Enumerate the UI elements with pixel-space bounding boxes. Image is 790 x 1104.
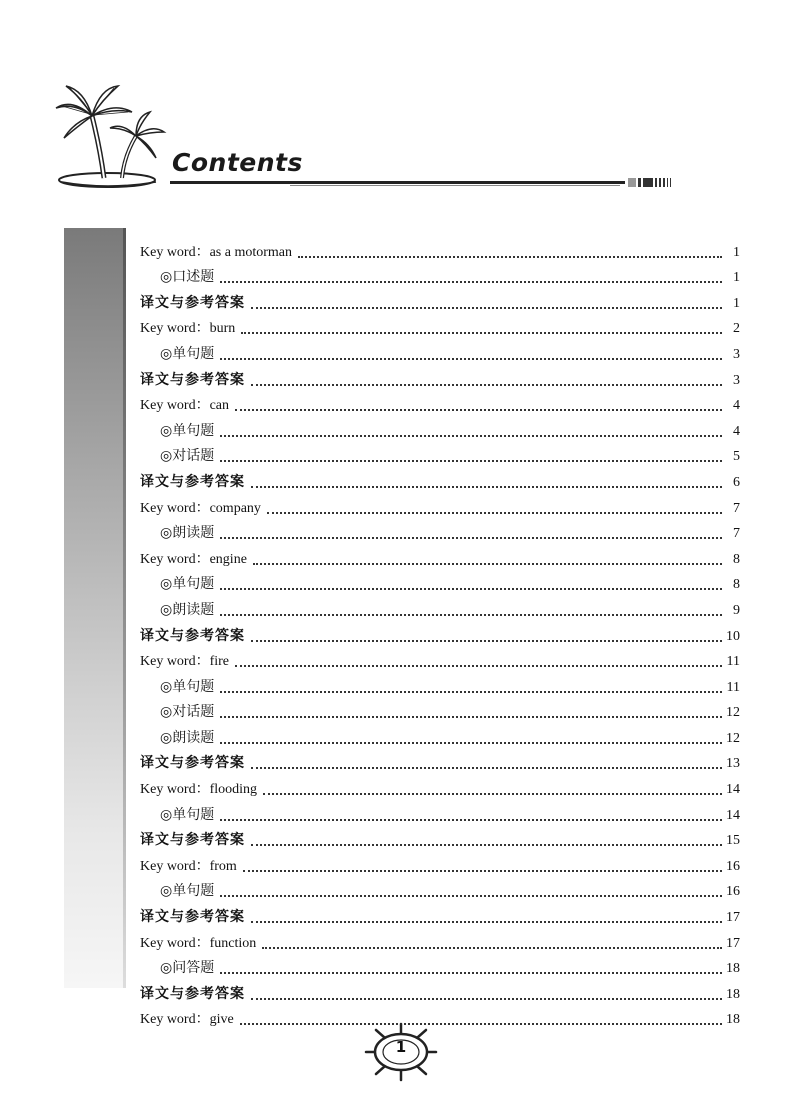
- dot-leader: [251, 844, 722, 846]
- toc-entry: [140, 542, 740, 568]
- toc-entry: [140, 977, 740, 1003]
- dot-leader: [220, 819, 722, 821]
- toc-entry-label: Key word：engine: [140, 551, 247, 567]
- dot-leader: [220, 435, 722, 437]
- toc-entry: [140, 875, 740, 901]
- toc-entry-label: 译文与参考答案: [140, 986, 245, 1002]
- toc-entry: [140, 772, 740, 798]
- toc-entry: [140, 235, 740, 261]
- toc-entry-page: 12: [726, 730, 740, 746]
- toc-entry-label: Key word：function: [140, 935, 257, 951]
- toc-entry-page: 9: [733, 602, 740, 618]
- toc-entry-page: 12: [726, 705, 740, 721]
- dot-leader: [220, 895, 722, 897]
- dot-leader: [251, 998, 722, 1000]
- toc-entry-page: 4: [733, 423, 740, 439]
- toc-entry: [140, 363, 740, 389]
- dot-leader: [253, 563, 722, 565]
- toc-entry-label: Key word：flooding: [140, 782, 258, 798]
- dot-leader: [251, 307, 722, 309]
- dot-leader: [241, 332, 722, 334]
- toc-entry-label: Key word：give: [140, 1012, 234, 1028]
- dot-leader: [220, 691, 722, 693]
- title-rule-thin: [290, 185, 620, 186]
- dot-leader: [220, 972, 722, 974]
- dot-leader: [220, 588, 722, 590]
- toc-entry-page: 3: [733, 372, 740, 388]
- toc-entry-label: ◎单句题: [160, 423, 215, 439]
- title-rule: [170, 181, 625, 184]
- sidebar-gradient-bar: [64, 228, 126, 988]
- toc-entry-label: ◎单句题: [160, 577, 215, 593]
- toc-entry: [140, 696, 740, 722]
- toc-entry-page: 1: [733, 270, 740, 286]
- toc-entry: [140, 747, 740, 773]
- toc-entry: [140, 619, 740, 645]
- toc-entry: [140, 900, 740, 926]
- toc-entry-label: 译文与参考答案: [140, 833, 245, 849]
- page-title: Contents: [172, 148, 303, 177]
- dot-leader: [298, 256, 722, 258]
- toc-entry-page: 13: [726, 756, 740, 772]
- toc-entry-page: 17: [726, 935, 740, 951]
- toc-entry-label: Key word：as a motorman: [140, 244, 293, 260]
- toc-entry: [140, 517, 740, 543]
- toc-entry: [140, 286, 740, 312]
- toc-entry: [140, 798, 740, 824]
- toc-entry-label: 译文与参考答案: [140, 756, 245, 772]
- dot-leader: [267, 512, 722, 514]
- toc-entry-label: ◎问答题: [160, 961, 215, 977]
- toc-entry-page: 18: [726, 986, 740, 1002]
- toc-entry-label: Key word：fire: [140, 654, 230, 670]
- toc-entry-label: ◎对话题: [160, 449, 215, 465]
- toc-entry-page: 8: [733, 577, 740, 593]
- toc-entry-label: ◎单句题: [160, 884, 215, 900]
- toc-entry: [140, 440, 740, 466]
- dot-leader: [251, 486, 722, 488]
- dot-leader: [220, 614, 722, 616]
- dot-leader: [220, 537, 722, 539]
- toc-entry-label: Key word：can: [140, 398, 230, 414]
- toc-entry-label: ◎单句题: [160, 346, 215, 362]
- toc-entry: [140, 926, 740, 952]
- toc-entry: [140, 721, 740, 747]
- toc-entry: [140, 491, 740, 517]
- toc-entry-label: ◎单句题: [160, 679, 215, 695]
- toc-entry-label: ◎单句题: [160, 807, 215, 823]
- toc-entry-page: 5: [733, 449, 740, 465]
- dot-leader: [263, 793, 722, 795]
- toc-entry-label: ◎朗读题: [160, 602, 215, 618]
- toc-entry-page: 7: [733, 526, 740, 542]
- toc-entry-page: 10: [726, 628, 740, 644]
- toc-entry-page: 15: [726, 833, 740, 849]
- toc-entry-page: 18: [726, 1012, 740, 1028]
- toc-entry-label: 译文与参考答案: [140, 474, 245, 490]
- toc-entry-label: ◎朗读题: [160, 730, 215, 746]
- toc-entry: [140, 645, 740, 671]
- toc-entry-page: 2: [733, 321, 740, 337]
- toc-entry: [140, 952, 740, 978]
- toc-entry: [140, 337, 740, 363]
- toc-entry-label: ◎对话题: [160, 705, 215, 721]
- toc-entry-label: Key word：burn: [140, 321, 236, 337]
- toc-entry-label: 译文与参考答案: [140, 628, 245, 644]
- toc-entry: [140, 1003, 740, 1029]
- toc-entry-label: 译文与参考答案: [140, 372, 245, 388]
- dot-leader: [251, 767, 722, 769]
- toc-entry-label: 译文与参考答案: [140, 295, 245, 311]
- dot-leader: [251, 921, 722, 923]
- toc-entry-label: Key word：from: [140, 858, 237, 874]
- toc-entry: [140, 414, 740, 440]
- toc-entry-label: 译文与参考答案: [140, 910, 245, 926]
- table-of-contents: [140, 235, 740, 1028]
- toc-entry: [140, 593, 740, 619]
- toc-entry-page: 8: [733, 551, 740, 567]
- toc-entry-label: ◎朗读题: [160, 526, 215, 542]
- toc-entry-page: 14: [726, 782, 740, 798]
- dot-leader: [235, 665, 722, 667]
- toc-entry-page: 7: [733, 500, 740, 516]
- toc-entry: [140, 568, 740, 594]
- toc-entry: [140, 824, 740, 850]
- toc-entry-page: 11: [726, 679, 740, 695]
- toc-entry-page: 6: [733, 474, 740, 490]
- toc-entry: [140, 389, 740, 415]
- dot-leader: [220, 460, 722, 462]
- toc-entry-label: ◎口述题: [160, 270, 215, 286]
- toc-entry: [140, 670, 740, 696]
- toc-entry-page: 14: [726, 807, 740, 823]
- dot-leader: [220, 358, 722, 360]
- page-number: 1: [395, 1038, 407, 1056]
- toc-entry-page: 1: [733, 295, 740, 311]
- toc-entry-page: 4: [733, 398, 740, 414]
- toc-entry-page: 16: [726, 858, 740, 874]
- dot-leader: [251, 640, 722, 642]
- toc-entry: [140, 849, 740, 875]
- toc-entry: [140, 261, 740, 287]
- decorative-bars: [628, 178, 671, 187]
- toc-entry: [140, 312, 740, 338]
- dot-leader: [240, 1023, 722, 1025]
- toc-entry-page: 18: [726, 961, 740, 977]
- palm-tree-island-icon: [52, 78, 692, 198]
- toc-entry-page: 1: [733, 244, 740, 260]
- toc-entry-page: 3: [733, 346, 740, 362]
- toc-entry-label: Key word：company: [140, 500, 261, 516]
- toc-entry-page: 11: [726, 654, 740, 670]
- dot-leader: [220, 716, 722, 718]
- dot-leader: [220, 281, 722, 283]
- dot-leader: [235, 409, 722, 411]
- dot-leader: [262, 947, 722, 949]
- dot-leader: [243, 870, 722, 872]
- dot-leader: [220, 742, 722, 744]
- toc-entry: [140, 465, 740, 491]
- dot-leader: [251, 384, 722, 386]
- toc-entry-page: 16: [726, 884, 740, 900]
- toc-entry-page: 17: [726, 910, 740, 926]
